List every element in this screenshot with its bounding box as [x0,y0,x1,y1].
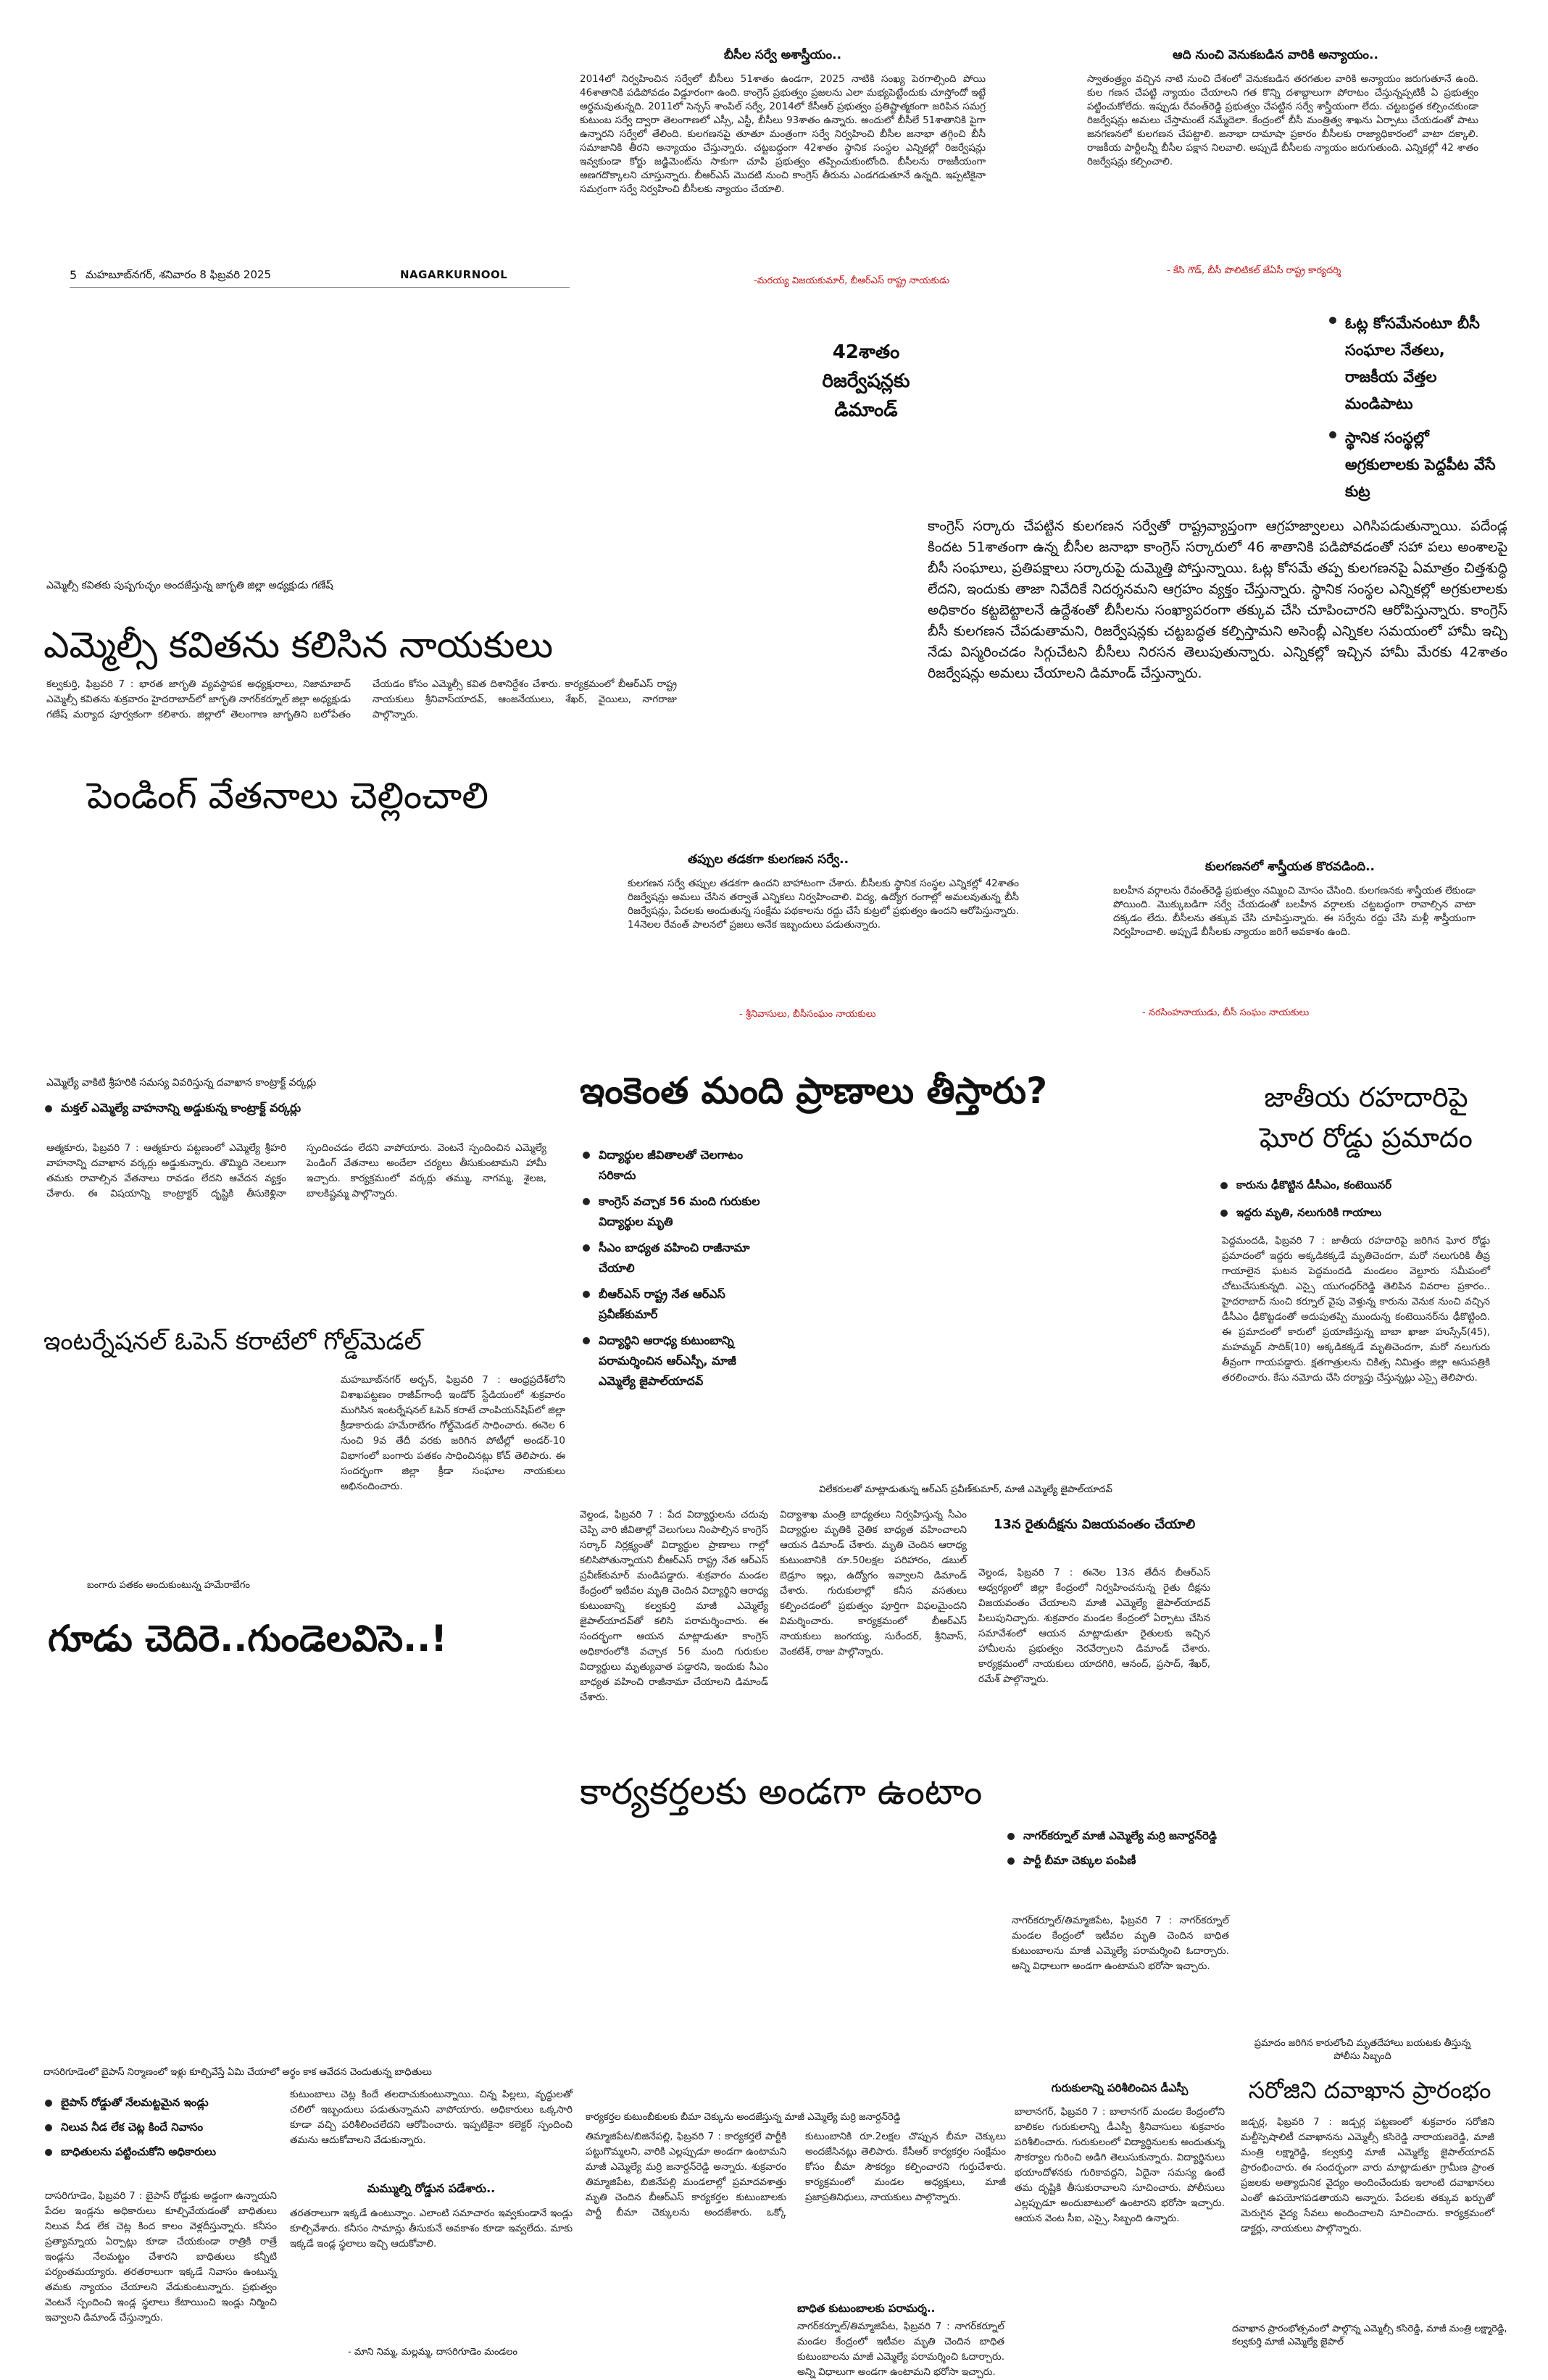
lives-lost-body-left: వెల్దండ, ఫిబ్రవరి 7 : పేద విద్యార్థులను చదువు చెప్పి వారి జీవితాల్లో వెలుగులు నింపాల్సిన కాంగ్రెస్ సర్కార్ నిర్లక్ష్యంతో విద్యార్థుల ప్రాణాలు గాల్లో కలిసిపోతున్నాయని బీఆర్‌ఎస్ రాష్ట్ర నేత ఆర్‌ఎస్ ప్రవీణ్‌కుమార్ మండిపడ్డారు. శుక్రవారం మండల కేంద్రంలో ఇటీవల మృతి చెందిన విద్యార్థిని ఆరాధ్య కుటుంబాన్ని కల్వకుర్తి మాజీ ఎమ్మెల్యే జైపాల్‌యాదవ్‌తో కలిసి పరామర్శించారు. ఈ సందర్భంగా ఆయన మాట్లాడుతూ కాంగ్రెస్ అధికారంలోకి వచ్చాక 56 మంది గురుకుల విద్యార్థులు మృత్యువాత పడ్డారని, ఇందుకు సీఎం బాధ్యత వహించి రాజీనామా చేయాలని డిమాండ్ చేశారు. [580,1509,768,1703]
lives-lost-headline: ఇంకెంత మంది ప్రాణాలు తీస్తారు? [580,1070,1048,1112]
reservation-bullets [1326,310,1500,505]
mlc-kavitha-body: కల్వకుర్తి, ఫిబ్రవరి 7 : భారత జాగృతి వ్యవస్థాపక అధ్యక్షురాలు, నిజామాబాద్ ఎమ్మెల్సీ కవితను శుక్రవారం హైదరాబాద్‌లో జాగృతి నాగర్‌కర్నూల్ జిల్లా అధ్యక్షుడు గణేష్ మర్యాద పూర్వకంగా కలిశారు. జిల్లాలో తెలంగాణ జాగృతిని బలోపేతం చేయడం కోసం ఎమ్మెల్సీ కవిత దిశానిర్దేశం చేశారు. కార్యక్రమంలో బీఆర్‌ఎస్ రాష్ట్ర నాయకులు శ్రీనివాస్‌యాదవ్, ఆంజనేయులు, శేఖర్, వైయిలు, నాగరాజు పాల్గొన్నారు. [46,678,677,720]
workers-body: తిమ్మాజిపేట/బిజినేపల్లి, ఫిబ్రవరి 7 : కార్యకర్తలే పార్టీకి పట్టుగొమ్మలని, వారికి ఎల్లప్పుడూ అండగా ఉంటామని మాజీ ఎమ్మెల్యే మర్రి జనార్దన్‌రెడ్డి అన్నారు. శుక్రవారం తిమ్మాజిపేట, బిజినేపల్లి మండలాల్లో ప్రమాదవశాత్తు మృతి చెందిన బీఆర్‌ఎస్ కార్యకర్తల కుటుంబాలకు పార్టీ బీమా చెక్కులను అందజేశారు. ఒక్కో కుటుంబానికి రూ.2లక్షల చొప్పున బీమా చెక్కులు అందజేసినట్లు తెలిపారు. కేసీఆర్ కార్యకర్తల సంక్షేమం కోసం బీమా సౌకర్యం కల్పించారని గుర్తుచేశారు. కార్యక్రమంలో మండల అధ్యక్షులు, మాజీ ప్రజాప్రతినిధులు, నాయకులు పాల్గొన్నారు. [586,2131,1006,2218]
driver-protest-kicker: ఎమ్మెల్యే వాకిటి శ్రీహరికి సమస్య వివరిస్తున్న దవాఖాన కాంట్రాక్ట్ వర్కర్లు [46,1077,317,1089]
bypass-bullet: నిలువ నీడ లేక చెట్ల కిందే నివాసం [42,2118,281,2136]
karate-body: మహబూబ్‌నగర్ అర్బన్, ఫిబ్రవరి 7 : ఆంధ్రప్రదేశ్‌లోని విశాఖపట్టణం రాజీవ్‌గాంధీ ఇండోర్ స్టేడియంలో శుక్రవారం ముగిసిన ఇంటర్నేషనల్ ఓపెన్ కరాటే చాంపియన్‌షిప్‌లో జిల్లా క్రీడాకారుడు హమేరాబేగం గోల్డ్‌మెడల్ సాధించారు. ఈనెల 6 నుంచి 9వ తేదీ వరకు జరిగిన పోటీల్లో అండర్-10 విభాగంలో బంగారు పతకం సాధించినట్లు కోచ్ తెలిపారు. ఈ సందర్భంగా జిల్లా క్రీడా సంఘాల నాయకులు అభినందించారు. [341,1374,565,1492]
farmers-protest-heading: 13న రైతుదీక్షను విజయవంతం చేయాలి [993,1517,1196,1532]
karate-photo-caption: బంగారు పతకం అందుకుంటున్న హమేరాబేగం [87,1580,250,1591]
sarojini-headline: సరోజిని దవాఖాన ప్రారంభం [1248,2076,1491,2104]
reservation-bullet: స్థానిక సంస్థల్లో అగ్రకులాలకు పెద్దపీట వేసే కుట్ర [1326,425,1500,505]
reservation-heading: 42శాతం రిజర్వేషన్లకు డిమాండ్ [822,341,910,421]
driver-protest-body: ఆత్మకూరు, ఫిబ్రవరి 7 : ఆత్మకూరు పట్టణంలో ఎమ్మెల్యే శ్రీహరి వాహనాన్ని దవాఖాన వర్కర్లు అడ్డుకున్నారు. తొమ్మిది నెలలుగా తమకు రావాల్సిన వేతనాలు రావడం లేదని ఆవేదన వ్యక్తం చేశారు. ఈ విషయాన్ని కాంట్రాక్టర్ దృష్టికి తీసుకెళ్లినా స్పందించడం లేదని వాపోయారు. వెంటనే స్పందించిన ఎమ్మెల్యే పెండింగ్ వేతనాలు అందేలా చర్యలు తీసుకుంటామని హామీ ఇచ్చారు. కార్యక్రమంలో వర్కర్లు తమ్ము, నాగమ్మ, శైలజ, బాలకిష్టమ్మ పాల్గొన్నారు. [46,1142,546,1199]
lives-lost-bullet: విద్యార్థిని ఆరాధ్య కుటుంబాన్ని పరామర్శించిన ఆర్‌ఎస్పీ, మాజీ ఎమ్మెల్యే జైపాల్‌యాదవ్ [580,1331,768,1391]
bypass-sub-body: తరతరాలుగా ఇక్కడే ఉంటున్నాం. ఎలాంటి సమాచారం ఇవ్వకుండానే ఇండ్లు కూల్చివేశారు. కనీసం సామాన్లు తీసుకునే అవకాశం కూడా ఇవ్వలేదు. మాకు ఇక్కడే ఇండ్ల స్థలాలు ఇచ్చి ఆదుకోవాలి. [290,2208,573,2250]
gurukul-lead: నాగర్‌కర్నూల్/తిమ్మాజిపేట, ఫిబ్రవరి 7 : నాగర్‌కర్నూల్ మండల కేంద్రంలో ఇటీవల మృతి చెందిన బాధిత కుటుంబాలను మాజీ ఎమ్మెల్యే పరామర్శించి ఓదార్చారు. అన్ని విధాలుగా అండగా ఉంటామని భరోసా ఇచ్చారు. [1012,1915,1229,1972]
bc-survey-body: 2014లో నిర్వహించిన సర్వేలో బీసీలు 51శాతం ఉండగా, 2025 నాటికి సంఖ్య పెరగాల్సింది పోయి 46శాతానికి పడిపోవడం విడ్డూరంగా ఉంది. కాంగ్రెస్ ప్రభుత్వం ప్రజలను ఎలా మభ్యపెట్టేందుకు చూస్తోందో ఇట్టే అర్థమవుతున్నది. 2011లో సెన్సస్ శాంపిల్ సర్వే, 2014లో కేసీఆర్ ప్రభుత్వం ప్రతిష్టాత్మకంగా జరిపిన సమగ్ర కుటుంబ సర్వే ద్వారా తెలంగాణలో ఎస్సీ, ఎస్టీ, బీసీలు 93శాతం ఉన్నారు. అందులో బీసీలే 51శాతానికి పైగా ఉన్నారని సర్వేలో తేలింది. కులగణనపై తూతూ మంత్రంగా సర్వే నిర్వహించి బీసీల జనాభా తగ్గించి బీసీ సమాజానికి తీరని అన్యాయం చేస్తున్నారు. చట్టబద్ధంగా 42శాతం స్థానిక సంస్థల ఎన్నికల్లో రిజర్వేషన్లు ఇవ్వకుండా కోర్టు జడ్జిమెంట్‌ను సాకుగా చూపి ప్రభుత్వం తప్పించుకుంటోంది. బీసీలను రాజకీయంగా అణగదొక్కాలని చూస్తున్నారు. బీఆర్‌ఎస్ మొదటి నుంచి కాంగ్రెస్ తీరును ఎండగడుతూనే ఉన్నది. ఇప్పటికైనా సమగ్రంగా సర్వే నిర్వహించి బీసీలకు న్యాయం చేయాలి. [580,73,986,195]
injustice-heading: ఆది నుంచి వెనుకబడిన వారికి అన్యాయం.. [1173,48,1378,62]
pending-salaries-headline: పెండింగ్ వేతనాలు చెల్లించాలి [87,775,488,817]
reservation-body: కాంగ్రెస్ సర్కారు చేపట్టిన కులగణన సర్వేతో రాష్ట్రవ్యాప్తంగా ఆగ్రహజ్వాలలు ఎగిసిపడుతున్నాయి. పదేండ్ల కిందట 51శాతంగా ఉన్న బీసీల జనాభా కాంగ్రెస్ సర్కారులో 46 శాతానికి పడిపోవడంతో సహా పలు అంశాలపై బీసీ సంఘాలు, ప్రతిపక్షాలు సర్కారుపై దుమ్మెత్తి పోస్తున్నాయి. ఓట్ల కోసమే తప్ప కులగణనపై ఏమాత్రం చిత్తశుద్ధి లేదని, ఇందుకు తాజా నివేదికే నిదర్శనమని ఆగ్రహం వ్యక్తం చేస్తున్నారు. స్థానిక సంస్థల ఎన్నికల్లో అగ్రకులాలకు అధికారం కట్టబెట్టాలనే ఉద్దేశంతో బీసీలను సంఖ్యాపరంగా తక్కువ చేసి చూపించారని ఆరోపిస్తున్నారు. కాంగ్రెస్ బీసీ కులగణన చేపడుతామని, రిజర్వేషన్లకు చట్టబద్ధత కల్పిస్తామని అసెంబ్లీ ఎన్నికల సమయంలో హామీ ఇచ్చి నేడు విస్మరించడం సిగ్గుచేటని బీసీలు నిరసన తెలుపుతున్నారు. ఎన్నికల్లో ఇచ్చిన హామీ మేరకు 42శాతం రిజర్వేషన్లు అమలు చేయాలని డిమాండ్ చేస్తున్నారు. [928,518,1507,681]
lives-lost-bullet: బీఆర్‌ఎస్ రాష్ట్ర నేత ఆర్‌ఎస్ ప్రవీణ్‌కుమార్ [580,1284,768,1325]
bypass-kicker: దాసరిగూడెంలో బైపాస్ నిర్మాణంలో ఇళ్లు కూల్చివేస్తే ఏమి చేయాలో అర్థం కాక ఆవేదన చెందుతున్న బాధితులు [43,2067,432,2078]
injustice-signature: - కేసి గౌడ్, బీసీ పొలిటికల్ జేఏసీ రాష్ట్ర కార్యదర్శి [1167,265,1341,276]
driver-protest-bullets [42,1099,303,1118]
gurukul-visit-body: బాలానగర్, ఫిబ్రవరి 7 : బాలానగర్ మండల కేంద్రంలోని బాలికల గురుకులాన్ని డీఎస్పీ శ్రీనివాసులు శుక్రవారం పరిశీలించారు. గురుకులంలో విద్యార్థినులకు అందుతున్న సౌకర్యాల గురించి అడిగి తెలుసుకున్నారు. విద్యార్థినులు భయాందోళనకు గురికావద్దని, ఏదైనా సమస్య ఉంటే తమ దృష్టికి తీసుకురావాలని సూచించారు. పోలీసులు ఎల్లప్పుడూ అందుబాటులో ఉంటారని భరోసా ఇచ్చారు. ఆయన వెంట సీఐ, ఎస్సై, సిబ్బంది ఉన్నారు. [1015,2106,1225,2224]
workers-photo-caption: కార్యకర్తల కుటుంబీకులకు బీమా చెక్కును అందజేస్తున్న మాజీ ఎమ్మెల్యే మర్రి జనార్దన్‌రెడ్డి [586,2112,901,2123]
sarojini-body: జడ్చర్ల, ఫిబ్రవరి 7 : జడ్చర్ల పట్టణంలో శుక్రవారం సరోజిని మల్టీస్పెషాలిటీ దవాఖానను ఎమ్మెల్సీ కసిరెడ్డి నారాయణరెడ్డి, మాజీ మంత్రి లక్ష్మారెడ్డి, కల్వకుర్తి మాజీ ఎమ్మెల్యే జైపాల్‌యాదవ్ ప్రారంభించారు. ఈ సందర్భంగా వారు మాట్లాడుతూ గ్రామీణ ప్రాంత ప్రజలకు అత్యాధునిక వైద్యం అందించేందుకు ఇలాంటి దవాఖానలు ఎంతో ఉపయోగపడతాయని అన్నారు. పేదలకు తక్కువ ఖర్చుతో మెరుగైన వైద్య సేవలు అందించాలని సూచించారు. కార్యక్రమంలో డాక్టర్లు, నాయకులు పాల్గొన్నారు. [1241,2116,1494,2234]
bypass-body-mid: కుటుంబాలు చెట్ల కిందే తలదాచుకుంటున్నాయి. చిన్న పిల్లలు, వృద్ధులతో చలిలో ఇబ్బందులు పడుతున్నామని వాపోయారు. అధికారులు ఒక్కసారి కూడా వచ్చి పరిశీలించలేదని ఆరోపించారు. ఇప్పటికైనా కలెక్టర్ స్పందించి తమను ఆదుకోవాలని వేడుకున్నారు. [290,2089,573,2146]
driver-protest-bullet: మక్తల్ ఎమ్మెల్యే వాహనాన్ని అడ్డుకున్న కాంట్రాక్ట్ వర్కర్లు [42,1099,303,1118]
bc-survey-signature: -మరయ్య విజయకుమార్, బీఆర్‌ఎస్ రాష్ట్ర నాయకుడు [754,275,950,286]
workers-bullet: నాగర్‌కర్నూల్ మాజీ ఎమ్మెల్యే మర్రి జనార్దన్‌రెడ్డి [1004,1826,1222,1845]
workers-headline: కార్యకర్తలకు అండగా ఉంటాం [580,1771,983,1813]
bypass-body: దాసరిగూడెం, ఫిబ్రవరి 7 : బైపాస్ రోడ్డుకు అడ్డంగా ఉన్నాయని పేదల ఇండ్లను అధికారులు కూల్చివేయడంతో బాధితులు నిలువ నీడ లేక చెట్ల కింద కాలం వెళ్లదీస్తున్నారు. కనీసం ప్రత్యామ్నాయ ఏర్పాట్లు కూడా చేయకుండా రాత్రికి రాత్రే ఇండ్లను నేలమట్టం చేశారని బాధితులు కన్నీటి పర్యంతమయ్యారు. తరతరాలుగా ఇక్కడే నివాసం ఉంటున్న తమకు న్యాయం చేయాలని వేడుకుంటున్నారు. ప్రభుత్వం వెంటనే స్పందించి ఇండ్ల స్థలాలు కేటాయించి ఇండ్లు నిర్మించి ఇవ్వాలని డిమాండ్ చేస్తున్నారు. [45,2190,277,2323]
mlc-kavitha-kicker: ఎమ్మెల్సీ కవితకు పుష్పగుచ్ఛం అందజేస్తున్న జాగృతి జిల్లా అధ్యక్షుడు గణేష్ [46,580,333,591]
lives-lost-photo-caption: విలేకరులతో మాట్లాడుతున్న ఆర్‌ఎస్ ప్రవీణ్‌కుమార్, మాజీ ఎమ్మెల్యే జైపాల్‌యాదవ్ [819,1484,1112,1495]
survey-errors-body: కులగణన సర్వే తప్పుల తడకగా ఉందని బాహాటంగా చేశారు. బీసీలకు స్థానిక సంస్థల ఎన్నికల్లో 42శాతం రిజర్వేషన్లు అమలు చేసిన తర్వాతే ఎన్నికలు నిర్వహించాలి. విద్య, ఉద్యోగ రంగాల్లో అమలవుతున్న బీసీ రిజర్వేషన్లు, పేదలకు అందుతున్న సంక్షేమ పథకాలను రద్దు చేసే కుట్రలో ప్రభుత్వం ఉందని ఆరోపిస్తున్నారు. 14నెలల రేవంత్ పాలనలో ప్రజలు అనేక ఇబ్బందులు పడుతున్నారు. [628,878,1019,931]
gurukul-visit-heading: గురుకులాన్ని పరిశీలించిన డీఎస్పీ [1051,2081,1189,2094]
broken-nest-headline: గూడు చెదిరె..గుండెలవిసె..! [48,1618,447,1660]
workers-bullet: పార్టీ బీమా చెక్కుల పంపిణీ [1004,1851,1222,1870]
lives-lost-bullet: కాంగ్రెస్ వచ్చాక 56 మంది గురుకుల విద్యార్థుల మృతి [580,1191,768,1232]
karate-headline: ఇంటర్నేషనల్ ఓపెన్ కరాటేలో గోల్డ్‌మెడల్ [43,1327,422,1356]
scientific-signature: - నరసింహనాయుడు, బీసీ సంఘం నాయకులు [1142,1007,1310,1018]
bypass-bullet: బాధితులను పట్టించుకోని అధికారులు [42,2142,281,2161]
farmers-protest-body: వెల్దండ, ఫిబ్రవరి 7 : ఈనెల 13న తేదీన బీఆర్‌ఎస్ ఆధ్వర్యంలో జిల్లా కేంద్రంలో నిర్వహించనున్న రైతు దీక్షను విజయవంతం చేయాలని మాజీ ఎమ్మెల్యే జైపాల్‌యాదవ్ పిలుపునిచ్చారు. శుక్రవారం మండల కేంద్రంలో ఏర్పాటు చేసిన సమావేశంలో ఆయన మాట్లాడుతూ రైతులకు ఇచ్చిన హామీలను ప్రభుత్వం నెరవేర్చాలని డిమాండ్ చేశారు. కార్యక్రమంలో నాయకులు యాదగిరి, ఆనంద్, ప్రసాద్, శేఖర్, రమేశ్ పాల్గొన్నారు. [978,1567,1210,1685]
bypass-sub-heading: మమ్ముల్ని రోడ్డున పడేశారు.. [367,2181,496,2195]
bypass-bullets [42,2093,281,2161]
survey-errors-signature: - శ్రీనివాసులు, బీసీసంఘం నాయకులు [739,1009,876,1020]
bypass-signature: - మాని నిమ్మ, మల్లమ్మ, దాసరిగూడెం మండలం [348,2347,517,2358]
lives-lost-bullet: విద్యార్థుల జీవితాలతో చెలగాటం సరికాదు [580,1145,768,1186]
lives-lost-bullets [580,1145,768,1391]
sarojini-kicker: ప్రమాదం జరిగిన కారులోంచి మృతదేహాలు బయటకు తీస్తున్న పోలీసు సిబ్బంది [1254,2038,1471,2062]
dateline: మహబూబ్‌నగర్, శనివారం 8 ఫిబ్రవరి 2025 [86,268,272,281]
highway-accident-bullets [1218,1176,1493,1222]
edition-name: NAGARKURNOOL [400,268,508,281]
highway-accident-bullet: కారును ఢీకొట్టిన డీసీఎం, కంటెయినర్ [1218,1176,1493,1194]
highway-accident-headline: జాతీయ రహదారిపై ఘోర రోడ్డు ప్రమాదం [1260,1081,1473,1154]
sarojini-photo-caption: దవాఖాన ప్రారంభోత్సవంలో పాల్గొన్న ఎమ్మెల్సీ కసిరెడ్డి, మాజీ మంత్రి లక్ష్మారెడ్డి, కల్వకుర్తి మాజీ ఎమ్మెల్యే జైపాల్ [1232,2323,1507,2347]
scientific-body: బలహీన వర్గాలను రేవంత్‌రెడ్డి ప్రభుత్వం నమ్మించి మోసం చేసింది. కులగణనకు శాస్త్రీయత లేకుండా పోయింది. మొక్కుబడిగా సర్వే చేయడంతో బలహీన వర్గాలకు చట్టబద్ధంగా రావాల్సిన వాటా దక్కడం లేదు. బీసీలను తక్కువ చేసి చూపిస్తున్నారు. ఈ సర్వేను రద్దు చేసి మళ్లీ శాస్త్రీయంగా నిర్వహించాలి. అప్పుడే బీసీలకు న్యాయం జరిగే అవకాశం ఉంది. [1113,885,1476,938]
scientific-heading: కులగణనలో శాస్త్రీయత కొరవడింది.. [1204,860,1375,874]
workers-sub-heading: బాధిత కుటుంబాలకు పరామర్శ.. [797,2302,936,2315]
reservation-bullet: ఓట్ల కోసమేనంటూ బీసీ సంఘాల నేతలు, రాజకీయ వేత్తల మండిపాటు [1326,310,1500,417]
highway-accident-bullet: ఇద్దరు మృతి, నలుగురికి గాయాలు [1218,1203,1493,1222]
masthead-rule [70,287,570,288]
workers-sub-body: నాగర్‌కర్నూల్/తిమ్మాజిపేట, ఫిబ్రవరి 7 : నాగర్‌కర్నూల్ మండల కేంద్రంలో ఇటీవల మృతి చెందిన బాధిత కుటుంబాలను మాజీ ఎమ్మెల్యే పరామర్శించి ఓదార్చారు. అన్ని విధాలుగా అండగా ఉంటామని భరోసా ఇచ్చారు. [797,2321,1004,2378]
lives-lost-bullet: సీఎం బాధ్యత వహించి రాజీనామా చేయాలి [580,1238,768,1278]
injustice-body: స్వాతంత్ర్యం వచ్చిన నాటి నుంచి దేశంలో వెనుకబడిన తరగతుల వారికి అన్యాయం జరుగుతూనే ఉంది. కుల గణన చేపట్టి న్యాయం చేయాలని గత కొన్ని దశాబ్దాలుగా పోరాటం చేస్తున్నప్పటికీ ఏ ప్రభుత్వం పట్టించుకోలేదు. ఇప్పుడు రేవంత్‌రెడ్డి ప్రభుత్వం చేపట్టిన సర్వే శాస్త్రీయంగా లేదు. చట్టబద్ధత కల్పించకుండా రిజర్వేషన్లు అమలు చేస్తామంటే నమ్మేదెలా. కేంద్రంలో బీసీ మంత్రిత్వ శాఖను ఏర్పాటు చేయడంతో పాటు జనగణనలో కులగణన చేపట్టాలి. జనాభా దామాషా ప్రకారం బీసీలకు రాజ్యాధికారంలో వాటా దక్కాలి. రాజకీయ పార్టీలన్నీ బీసీల పక్షాన నిలవాలి. అప్పుడే బీసీలకు న్యాయం జరుగుతుంది. ఎన్నికల్లో 42 శాతం రిజర్వేషన్లు కల్పించాలి. [1087,73,1478,167]
mlc-kavitha-headline: ఎమ్మెల్సీ కవితను కలిసిన నాయకులు [43,624,554,666]
survey-errors-heading: తప్పుల తడకగా కులగణన సర్వే.. [687,852,849,867]
workers-bullets [1004,1826,1222,1870]
lives-lost-body-mid: విద్యాశాఖ మంత్రి బాధ్యతలు నిర్వహిస్తున్న సీఎం విద్యార్థుల మృతికి నైతిక బాధ్యత వహించాలని ఆయన డిమాండ్ చేశారు. మృతి చెందిన ఆరాధ్య కుటుంబానికి రూ.50లక్షల పరిహారం, డబుల్ బెడ్రూం ఇల్లు, ఉద్యోగం ఇవ్వాలని డిమాండ్ చేశారు. గురుకులాల్లో కనీస వసతులు కల్పించడంలో ప్రభుత్వం పూర్తిగా విఫలమైందని విమర్శించారు. కార్యక్రమంలో బీఆర్‌ఎస్ నాయకులు జంగయ్య, సురేందర్, శ్రీనివాస్, వెంకటేశ్, రాజు పాల్గొన్నారు. [780,1509,967,1657]
bypass-bullet: బైపాస్ రోడ్డుతో నేలమట్టమైన ఇండ్లు [42,2093,281,2112]
page-number: 5 [70,268,78,282]
bc-survey-heading: బీసీల సర్వే అశాస్త్రీయం.. [723,48,842,62]
highway-accident-body: పెద్దమందడి, ఫిబ్రవరి 7 : జాతీయ రహదారిపై జరిగిన ఘోర రోడ్డు ప్రమాదంలో ఇద్దరు అక్కడికక్కడే మృతిచెందగా, మరో నలుగురికి తీవ్ర గాయాలైన ఘటన పెద్దమందడి మండలం వెల్టూరు సమీపంలో చోటుచేసుకున్నది. ఎస్సై యుగంధర్‌రెడ్డి తెలిపిన వివరాల ప్రకారం.. హైదరాబాద్ నుంచి కర్నూల్ వైపు వెళ్తున్న కారును వెనుక నుంచి వచ్చిన డీసీఎం ఢీకొట్టడంతో అదుపుతప్పి ముందున్న కంటెయినర్‌ను ఢీకొట్టింది. ఈ ప్రమాదంలో కారులో ప్రయాణిస్తున్న బాబా ఖాజా హుస్సేన్(45), మహమ్మద్ సాదిక్(10) అక్కడికక్కడే మృతిచెందగా, మరో నలుగురు తీవ్రంగా గాయపడ్డారు. క్షతగాత్రులను చికిత్స నిమిత్తం జిల్లా ఆసుపత్రికి తరలించారు. కేసు నమోదు చేసి దర్యాప్తు చేస్తున్నట్లు ఎస్సై తెలిపారు. [1222,1235,1490,1384]
